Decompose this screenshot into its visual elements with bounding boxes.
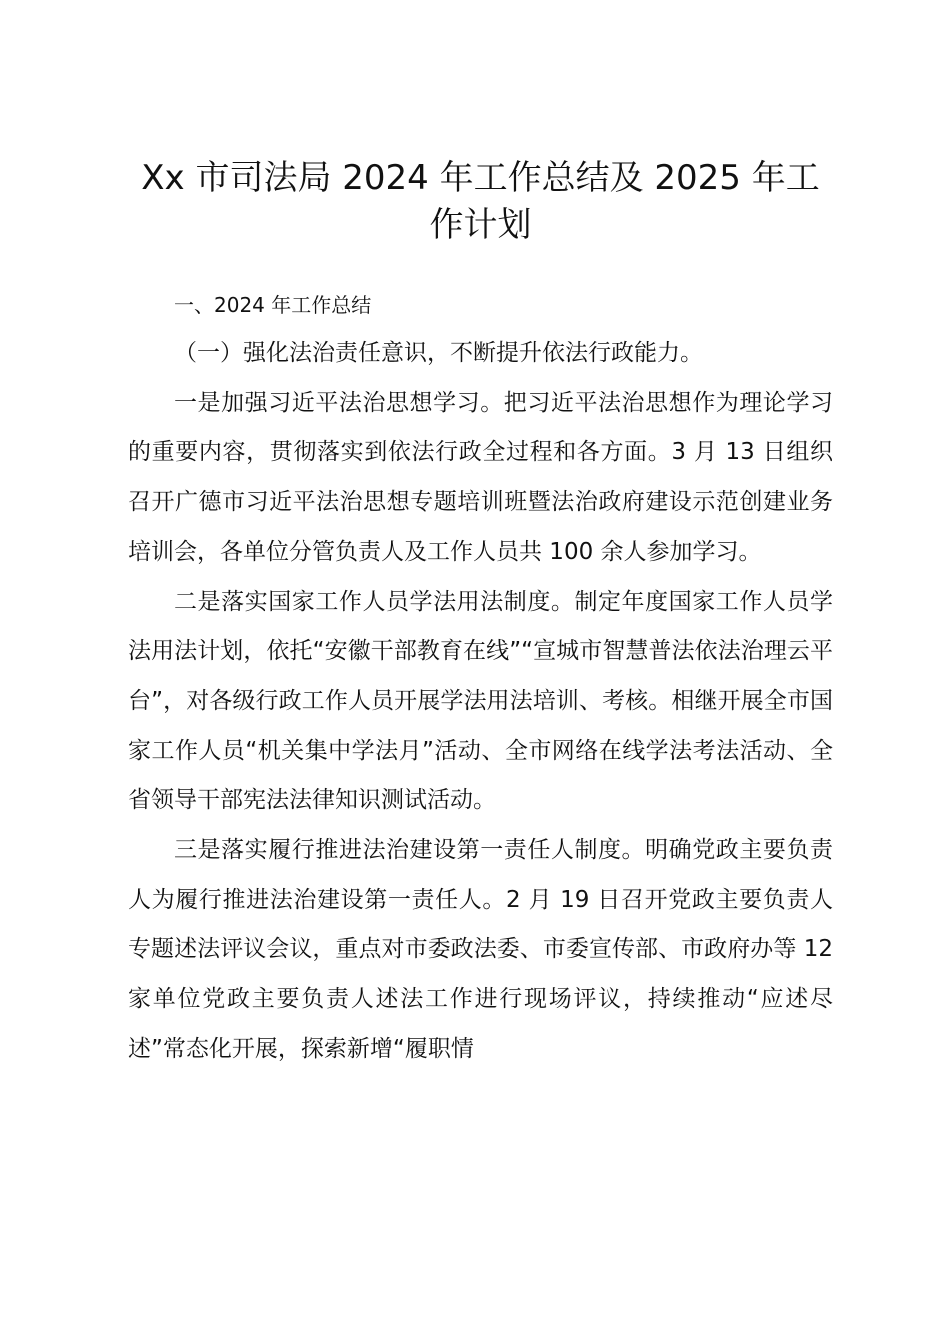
document-title: Xx 市司法局 2024 年工作总结及 2025 年工作计划 xyxy=(141,158,820,245)
document-body xyxy=(128,285,833,1075)
paragraph-3: 三是落实履行推进法治建设第一责任人制度。明确党政主要负责人为履行推进法治建设第一责任人。2 月 19 日召开党政主要负责人专题述法评议会议，重点对市委政法委、市委宣传部、市政府办等 12 家单位党政主要负责人述法工作进行现场评议，持续推动“应述尽述”常态化开展，探索新增“履职情 xyxy=(128,837,833,1062)
paragraph-1: 一是加强习近平法治思想学习。把习近平法治思想作为理论学习的重要内容，贯彻落实到依法行政全过程和各方面。3 月 13 日组织召开广德市习近平法治思想专题培训班暨法治政府建设示范创建业务培训会，各单位分管负责人及工作人员共 100 余人参加学习。 xyxy=(128,389,833,565)
subsection-heading: （一）强化法治责任意识，不断提升依法行政能力。 xyxy=(174,340,703,366)
paragraph-2: 二是落实国家工作人员学法用法制度。制定年度国家工作人员学法用法计划，依托“安徽干部教育在线”“宣城市智慧普法依法治理云平台”，对各级行政工作人员开展学法用法培训、考核。相继开展全市国家工作人员“机关集中学法月”活动、全市网络在线学法考法活动、全省领导干部宪法法律知识测试活动。 xyxy=(128,588,833,814)
section-heading: 一、2024 年工作总结 xyxy=(174,293,372,317)
